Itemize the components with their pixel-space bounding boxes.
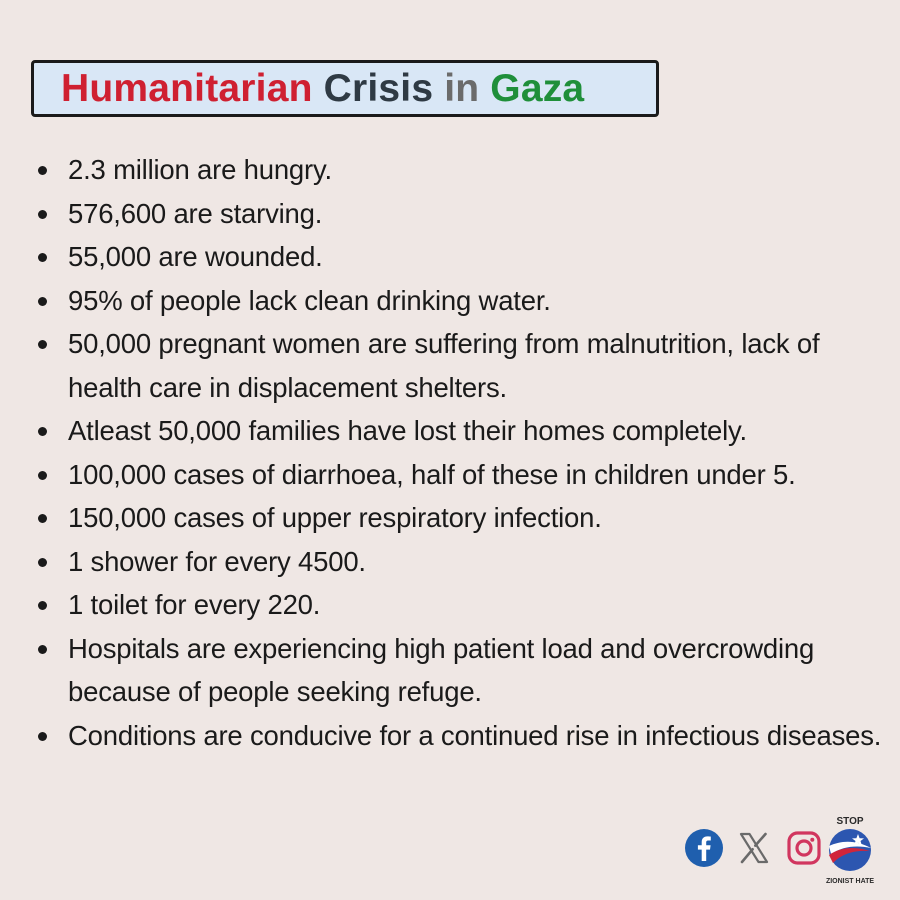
logo-top-text: STOP	[836, 816, 864, 827]
facts-list	[34, 148, 894, 757]
fact-item: 100,000 cases of diarrhoea, half of these in children under 5.	[34, 453, 894, 497]
instagram-icon[interactable]	[784, 828, 824, 868]
fact-item: 50,000 pregnant women are suffering from malnutrition, lack of health care in displacement shelters.	[34, 322, 894, 409]
fact-item: Hospitals are experiencing high patient load and overcrowding because of people seeking refuge.	[34, 627, 894, 714]
fact-item: Atleast 50,000 families have lost their homes completely.	[34, 409, 894, 453]
fact-item: 95% of people lack clean drinking water.	[34, 279, 894, 323]
facebook-icon[interactable]	[684, 828, 724, 868]
social-icons	[684, 828, 824, 868]
fact-item: 150,000 cases of upper respiratory infection.	[34, 496, 894, 540]
fact-item: 1 toilet for every 220.	[34, 583, 894, 627]
title-banner	[31, 60, 659, 117]
title-word-in: in	[444, 66, 480, 110]
title-word-humanitarian: Humanitarian	[61, 66, 313, 110]
x-icon[interactable]	[734, 828, 774, 868]
title-word-crisis: Crisis	[323, 66, 434, 110]
fact-item: 55,000 are wounded.	[34, 235, 894, 279]
fact-item: 2.3 million are hungry.	[34, 148, 894, 192]
fact-item: 1 shower for every 4500.	[34, 540, 894, 584]
fact-item: 576,600 are starving.	[34, 192, 894, 236]
logo-bottom-text: ZIONIST HATE	[825, 878, 875, 885]
stop-zionist-hate-logo	[820, 813, 880, 885]
fact-item: Conditions are conducive for a continued rise in infectious diseases.	[34, 714, 894, 758]
title-word-gaza: Gaza	[490, 66, 585, 110]
